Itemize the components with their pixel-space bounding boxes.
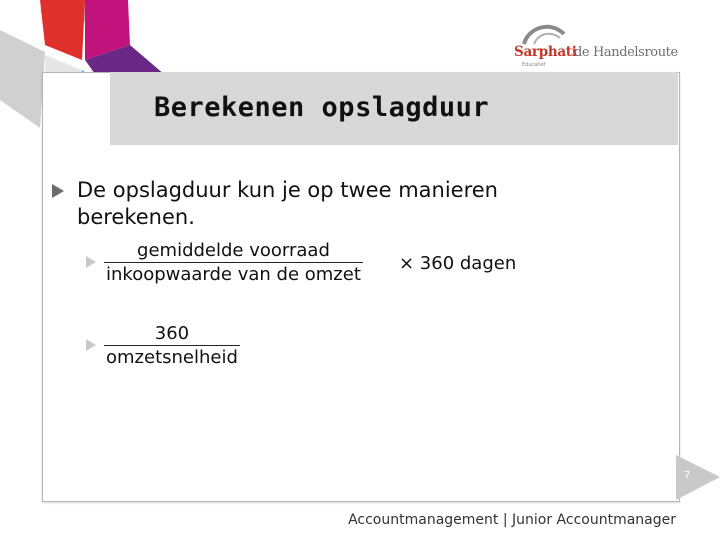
formula-1-fraction <box>104 240 363 285</box>
logo-name-text: de Handelsroute <box>574 45 678 60</box>
sarphati-logo <box>508 22 680 72</box>
slide-title: Berekenen opslagduur <box>154 92 490 123</box>
page-number: 7 <box>684 470 691 481</box>
page-corner-shape <box>676 455 720 500</box>
footer-text: Accountmanagement | Junior Accountmanager <box>348 512 676 528</box>
bullet-arrow-icon <box>52 184 64 198</box>
formula-2-denominator: omzetsnelheid <box>106 347 238 368</box>
sub-bullet-arrow-icon <box>86 339 96 351</box>
logo-sub-text: Educatief <box>522 62 546 68</box>
logo-swoosh-icon <box>520 22 568 46</box>
formula-2-numerator: 360 <box>154 323 190 344</box>
logo-brand-text: Sarphati <box>514 44 577 60</box>
bullet-text: De opslagduur kun je op twee manieren berekenen. <box>77 178 498 229</box>
formula-1-numerator: gemiddelde voorraad <box>137 240 330 261</box>
deco-grey-shape <box>0 30 45 128</box>
formula-1-denominator: inkoopwaarde van de omzet <box>106 264 361 285</box>
deco-red-shape <box>40 0 85 60</box>
formula-2-fraction <box>104 323 240 368</box>
formula-1-suffix: × 360 dagen <box>399 253 517 274</box>
sub-bullet-arrow-icon <box>86 256 96 268</box>
